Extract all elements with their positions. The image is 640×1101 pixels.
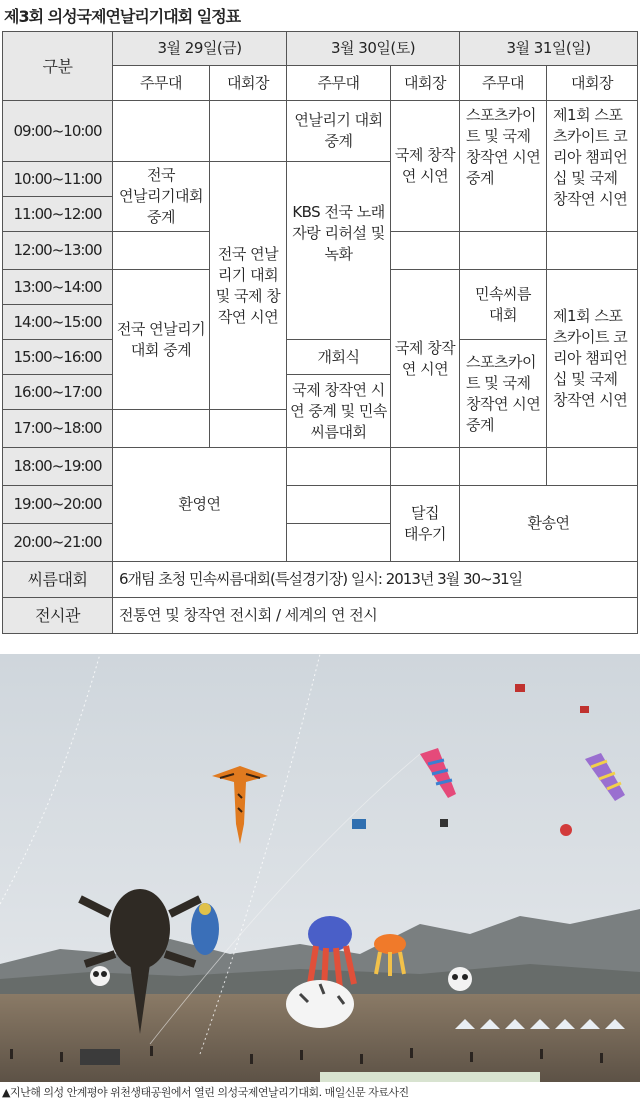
time-row bbox=[3, 486, 638, 524]
empty-cell bbox=[460, 232, 547, 270]
time-slot: 20:00~21:00 bbox=[3, 524, 113, 562]
event-sat-hall-2: 국제 창작연 시연 bbox=[391, 270, 460, 448]
bird-kite bbox=[191, 903, 219, 955]
panda-kite bbox=[90, 966, 110, 986]
time-slot: 12:00~13:00 bbox=[3, 232, 113, 270]
empty-cell bbox=[113, 410, 210, 448]
info-label-exhibition: 전시관 bbox=[3, 598, 113, 634]
empty-cell bbox=[287, 486, 391, 524]
page-title: 제3회 의성국제연날리기대회 일정표 bbox=[4, 7, 241, 26]
photo-caption: ▲지난해 의성 안계평야 위천생태공원에서 열린 의성국제연날리기대회. 매일신문 자료사진 bbox=[2, 1086, 409, 1099]
info-value-ssireum: 6개팀 초청 민속씨름대회(특설경기장) 일시: 2013년 3월 30~31일 bbox=[113, 562, 638, 598]
time-row bbox=[3, 101, 638, 162]
event-sat-main-2: KBS 전국 노래자랑 리허설 및 녹화 bbox=[287, 162, 391, 340]
time-row bbox=[3, 340, 638, 375]
event-sat-main-3: 개회식 bbox=[287, 340, 391, 375]
event-farewell: 환송연 bbox=[460, 486, 638, 562]
event-sat-hall-3: 달집 태우기 bbox=[391, 486, 460, 562]
small-kite bbox=[560, 824, 572, 836]
venue-main-fri: 주무대 bbox=[113, 66, 210, 101]
banner bbox=[320, 1072, 540, 1082]
event-sun-main-1: 스포츠카이트 및 국제 창작연 시연 중계 bbox=[460, 101, 547, 232]
info-row-ssireum bbox=[3, 562, 638, 598]
venue-hall-sun: 대회장 bbox=[547, 66, 638, 101]
small-kite bbox=[352, 819, 366, 829]
empty-cell bbox=[547, 232, 638, 270]
small-kite bbox=[440, 819, 448, 827]
info-label-ssireum: 씨름대회 bbox=[3, 562, 113, 598]
time-slot: 09:00~10:00 bbox=[3, 101, 113, 162]
white-tiger-kite bbox=[286, 980, 354, 1028]
time-slot: 11:00~12:00 bbox=[3, 197, 113, 232]
panda-kite bbox=[448, 967, 472, 991]
day-header-sun: 3월 31일(일) bbox=[460, 32, 638, 66]
venue-main-sat: 주무대 bbox=[287, 66, 391, 101]
day-header-sat: 3월 30일(토) bbox=[287, 32, 460, 66]
time-slot: 10:00~11:00 bbox=[3, 162, 113, 197]
info-row-exhibition bbox=[3, 598, 638, 634]
empty-cell bbox=[113, 101, 210, 162]
time-slot: 18:00~19:00 bbox=[3, 448, 113, 486]
kite-festival-photo bbox=[0, 654, 640, 1082]
event-fri-main-2: 전국 연날리기 대회 중계 bbox=[113, 270, 210, 410]
day-header-fri: 3월 29일(금) bbox=[113, 32, 287, 66]
event-fri-hall: 전국 연날리기 대회 및 국제 창작연 시연 bbox=[210, 162, 287, 410]
empty-cell bbox=[210, 101, 287, 162]
event-sun-main-3: 스포츠카이트 및 국제 창작연 시연 중계 bbox=[460, 340, 547, 448]
venue-hall-fri: 대회장 bbox=[210, 66, 287, 101]
event-sun-main-2: 민속씨름 대회 bbox=[460, 270, 547, 340]
empty-cell bbox=[287, 524, 391, 562]
venue-main-sun: 주무대 bbox=[460, 66, 547, 101]
info-value-exhibition: 전통연 및 창작연 전시회 / 세계의 연 전시 bbox=[113, 598, 638, 634]
time-slot: 14:00~15:00 bbox=[3, 305, 113, 340]
venue-hall-sat: 대회장 bbox=[391, 66, 460, 101]
time-slot: 17:00~18:00 bbox=[3, 410, 113, 448]
event-sat-main-4: 국제 창작연 시연 중계 및 민속씨름대회 bbox=[287, 375, 391, 448]
empty-cell bbox=[113, 232, 210, 270]
time-slot: 13:00~14:00 bbox=[3, 270, 113, 305]
header-days-row bbox=[3, 32, 638, 66]
time-row bbox=[3, 448, 638, 486]
time-slot: 16:00~17:00 bbox=[3, 375, 113, 410]
event-sun-hall-1: 제1회 스포츠카이트 코리아 챔피언십 및 국제 창작연 시연 bbox=[547, 101, 638, 232]
empty-cell bbox=[391, 232, 460, 270]
event-sat-hall-1: 국제 창작연 시연 bbox=[391, 101, 460, 232]
small-kite bbox=[580, 706, 589, 713]
small-kite bbox=[515, 684, 525, 692]
category-header: 구분 bbox=[3, 32, 113, 101]
time-slot: 15:00~16:00 bbox=[3, 340, 113, 375]
event-sat-main-1: 연날리기 대회 중계 bbox=[287, 101, 391, 162]
empty-cell bbox=[210, 410, 287, 448]
time-slot: 19:00~20:00 bbox=[3, 486, 113, 524]
schedule-table bbox=[2, 31, 638, 634]
empty-cell bbox=[287, 448, 391, 486]
event-sun-hall-2: 제1회 스포츠카이트 코리아 챔피언십 및 국제 창작연 시연 bbox=[547, 270, 638, 448]
event-fri-main-1: 전국 연날리기대회 중계 bbox=[113, 162, 210, 232]
empty-cell bbox=[460, 448, 547, 486]
empty-cell bbox=[547, 448, 638, 486]
jellyfish-kite bbox=[374, 934, 406, 976]
vehicle bbox=[80, 1049, 120, 1065]
empty-cell bbox=[391, 448, 460, 486]
event-welcome: 환영연 bbox=[113, 448, 287, 562]
